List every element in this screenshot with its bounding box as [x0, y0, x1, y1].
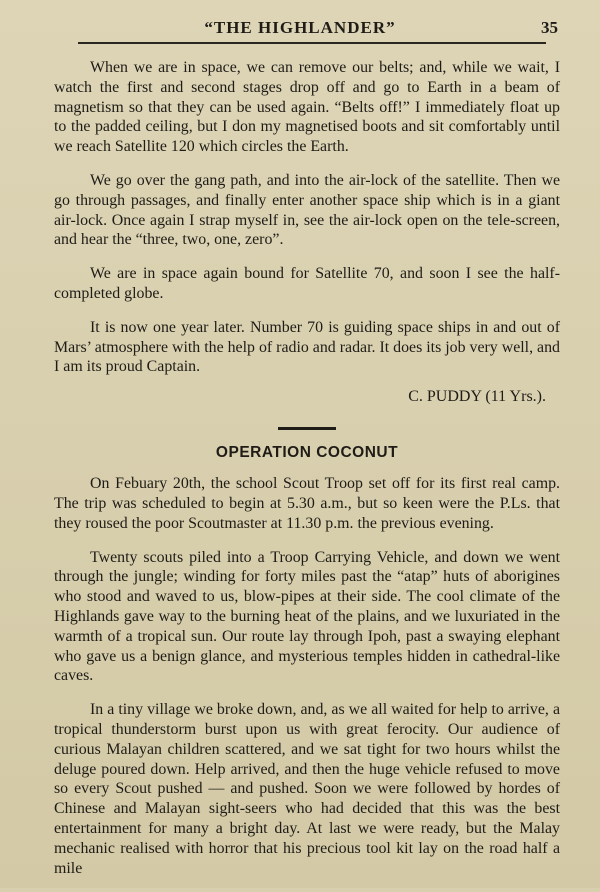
page-body [54, 58, 560, 892]
section-separator [278, 427, 336, 430]
story2-paragraph-3: In a tiny village we broke down, and, as we all waited for help to arrive, a tropical thunderstorm burst upon us with great ferocity. Our audience of curious Malayan children scattered, and we sat tight for two hours whilst the deluge poured down. Help arrived, and then the huge vehicle refused to move so every Scout pushed — and pushed. Soon we were followed by hordes of Chinese and Malayan sight-seers who had decided that this was the best entertainment for many a bright day. At last we were ready, but the Malay mechanic realised with horror that his precious tool kit lay on the road half a mile [54, 701, 560, 877]
running-head: “THE HIGHLANDER” [204, 18, 396, 37]
author-signature: C. PUDDY (11 Yrs.). [408, 388, 546, 406]
story1-paragraph-3: We are in space again bound for Satellite 70, and soon I see the half-completed globe. [54, 265, 560, 302]
story1-paragraph-1: When we are in space, we can remove our belts; and, while we wait, I watch the first and second stages drop off and go to Earth in a beam of magnetism so that they can be used again. “Belts off!” I immediately float up to the padded ceiling, but I don my magnetised boots and sit comfortably until we reach Satellite 120 which circles the Earth. [54, 59, 560, 156]
story2-paragraph-2: Twenty scouts piled into a Troop Carrying Vehicle, and down we went through the jungle; winding for forty miles past the “atap” huts of aborigines who stood and waved to us, blow-pipes at their side. The cool climate of the Highlands gave way to the burning heat of the plains, and we luxuriated in the warmth of a tropical sun. Our route lay through Ipoh, past a swaying elephant who gave us a benign glance, and mysterious temples hidden in cathedral-like caves. [54, 548, 560, 685]
story1-paragraph-4: It is now one year later. Number 70 is guiding space ships in and out of Mars’ atmosphere with the help of radio and radar. It does its job very well, and I am its proud Captain. [54, 318, 560, 376]
header-rule [78, 42, 546, 44]
page-number: 35 [541, 18, 558, 37]
page-header [56, 16, 558, 40]
story1-paragraph-2: We go over the gang path, and into the air-lock of the satellite. Then we go through passages, and finally enter another space ship which is in a giant air-lock. Once again I strap myself in, see the air-lock open on the tele-screen, and hear the “three, two, one, zero”. [54, 171, 560, 249]
story2-paragraph-1: On Febuary 20th, the school Scout Troop set off for its first real camp. The trip was scheduled to begin at 5.30 a.m., but so keen were the P.Ls. that they roused the poor Scoutmaster at 11.30 p.m. the previous evening. [54, 475, 560, 532]
article-title: OPERATION COCONUT [215, 444, 399, 462]
